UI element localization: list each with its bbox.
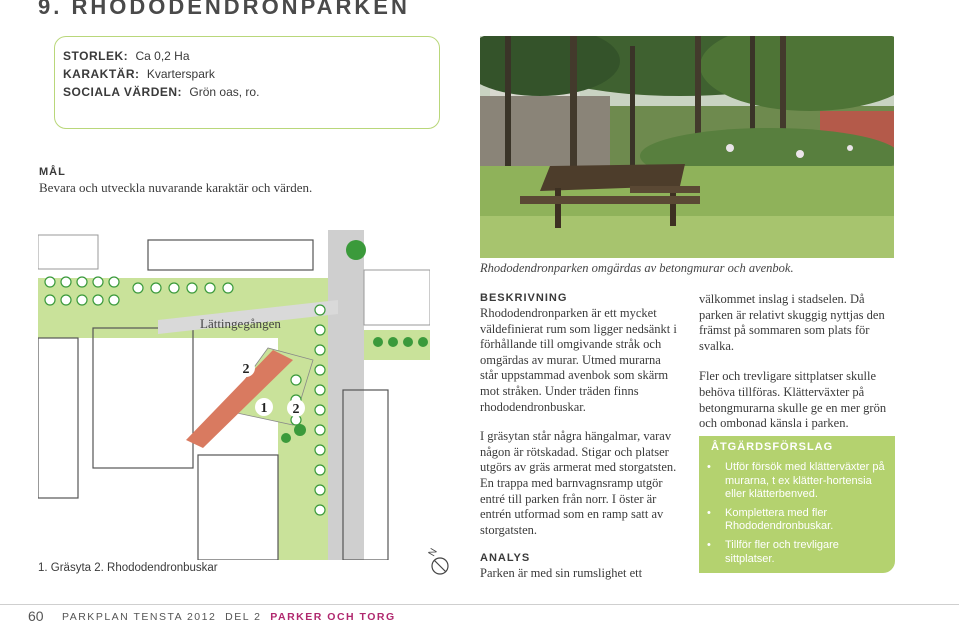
map-marker-2b (287, 399, 305, 417)
size-value: Ca 0,2 Ha (135, 49, 190, 63)
social-label: SOCIALA VÄRDEN: (63, 85, 183, 99)
footer-divider (0, 604, 959, 605)
site-map (38, 230, 430, 560)
measures-item: • Utför försök med klätterväxter på murarna, t ex klätter-hortensia eller klätterbenved. (725, 461, 889, 502)
page-number: 60 (28, 608, 44, 624)
north-arrow-icon (427, 542, 451, 576)
svg-text:2: 2 (242, 362, 250, 377)
page-title: 9. RHODODENDRONPARKEN (38, 0, 410, 19)
measures-item: • Komplettera med fler Rhododendronbuskar. (725, 507, 889, 534)
goal-heading: MÅL (39, 166, 66, 178)
svg-text:1: 1 (260, 401, 268, 416)
measures-item: • Tillför fler och trevligare sittplatser. (725, 539, 889, 566)
goal-text: Bevara och utveckla nuvarande karaktär och värden. (39, 180, 313, 195)
social-value: Grön oas, ro. (189, 85, 260, 99)
map-caption: 1. Gräsyta 2. Rhododendronbuskar (38, 562, 218, 574)
description-paragraph-1: Rhododendronparken är ett mycket väldefinierat rum som ligger nedsänkt i förhållande till omgivande stråk och omgärdas av murar. Utmed murarna står uppstammad avenbok som skärm mot stråken. Under träden finns rhododendronbuskar. (480, 306, 677, 414)
measures-list (699, 461, 895, 566)
description-paragraph-2: I gräsytan står några hängalmar, varav någon är rötskadad. Stigar och platser utgörs av gräs armerat med storgatsten. En trappa med barnvagnsramp utgör entré till parken från norr. I öster är entrén utformad som en ramp satt av storgatsten. (480, 429, 677, 537)
analysis-paragraph-2: välkommet inslag i stadselen. Då parken är relativt skuggig nyttjas den främst på sommaren som plats för svalka. (699, 292, 885, 353)
svg-text:2: 2 (292, 402, 300, 417)
description-heading: BESKRIVNING (480, 292, 568, 304)
footer-part: DEL 2 (225, 611, 262, 623)
footer-section: PARKER OCH TORG (270, 611, 396, 623)
photo-caption: Rhododendronparken omgärdas av betongmurar och avenbok. (480, 261, 794, 275)
footer-text (62, 611, 396, 623)
map-path-label: Lättingegången (200, 316, 281, 331)
info-size (63, 47, 431, 65)
info-social (63, 83, 431, 101)
size-label: STORLEK: (63, 49, 129, 63)
info-box (54, 36, 440, 129)
footer-doc: PARKPLAN TENSTA 2012 (62, 611, 217, 623)
svg-text:N: N (427, 546, 440, 559)
measures-heading: ÅTGÄRDSFÖRSLAG (711, 441, 834, 453)
character-label: KARAKTÄR: (63, 67, 140, 81)
map-marker-2a (237, 359, 255, 377)
analysis-heading: ANALYS (480, 552, 531, 565)
description-column (480, 292, 680, 582)
analysis-paragraph-1: Parken är med sin rumslighet ett (480, 566, 643, 581)
map-marker-1 (255, 398, 273, 416)
character-value: Kvarterspark (146, 67, 215, 81)
analysis-column (699, 292, 899, 432)
info-character (63, 65, 431, 83)
park-photo (480, 36, 894, 258)
measures-box (699, 436, 895, 573)
analysis-paragraph-3: Fler och trevligare sittplatser skulle behöva tillföras. Klätterväxter på betongmurarna skulle ge en mer grön och ombonad känsla i parken. (699, 369, 887, 431)
